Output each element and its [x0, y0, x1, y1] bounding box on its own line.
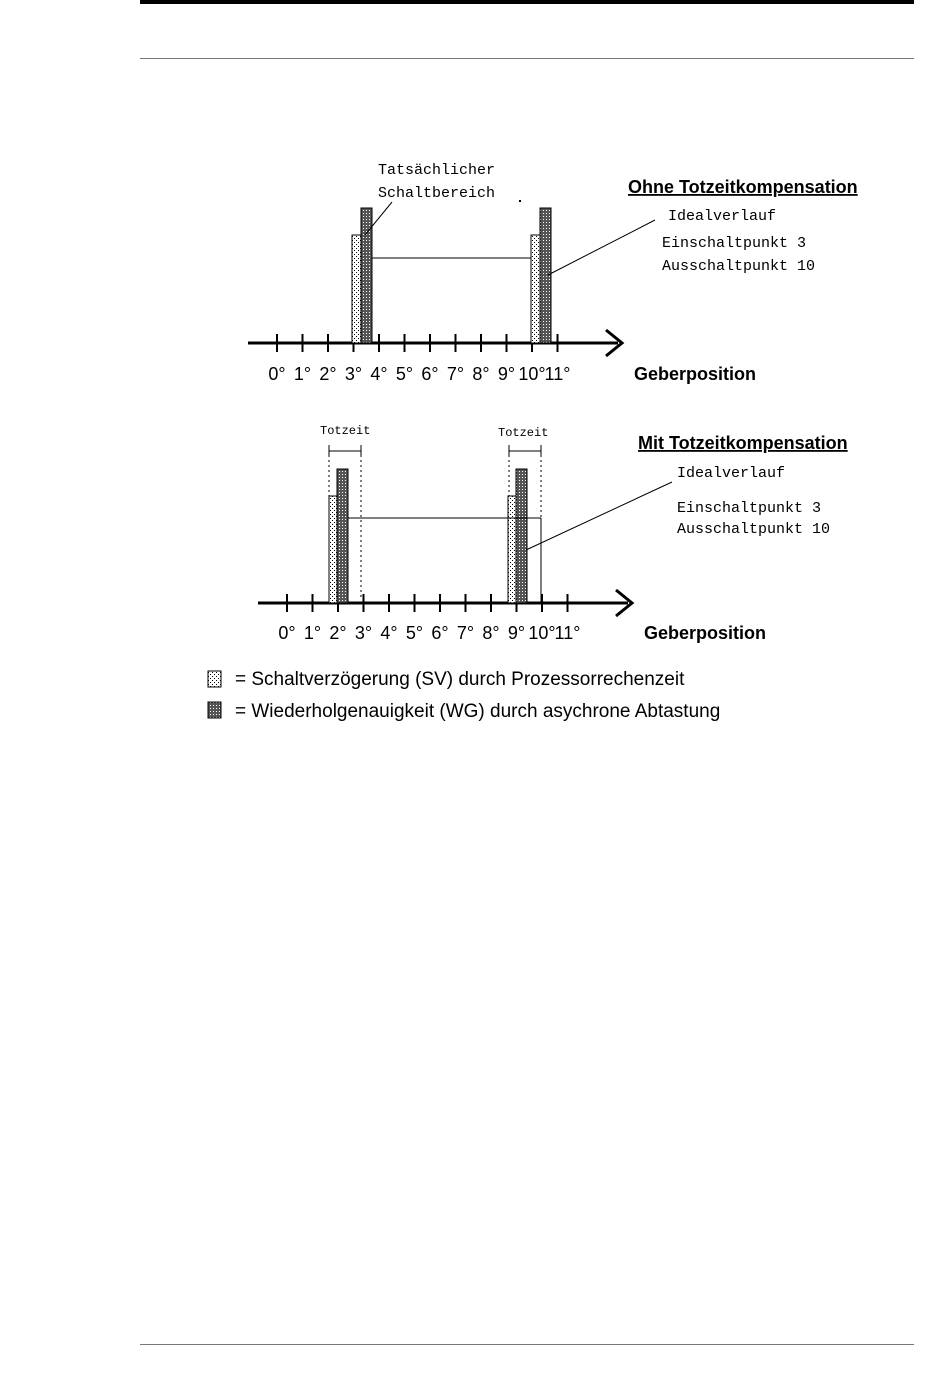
bottom-tick-label: 11°: [554, 623, 581, 643]
bottom-tick-label: 7°: [456, 623, 475, 643]
bottom-bar-wg-left: [337, 469, 348, 603]
top-tick-label: 5°: [395, 364, 414, 384]
top-tick-label: 11°: [544, 364, 571, 384]
legend-sv-text: = Schaltverzögerung (SV) durch Prozessorrechenzeit: [235, 669, 685, 690]
top-tick-label: 1°: [293, 364, 312, 384]
bottom-ausschalt: Ausschaltpunkt 10: [677, 521, 831, 538]
bottom-tick-label: 1°: [303, 623, 322, 643]
top-ideal-pointer: [548, 220, 655, 275]
top-marker-dot: [519, 200, 521, 202]
bottom-totzeit-right: Totzeit: [498, 426, 549, 440]
bottom-ideal-pointer: [526, 482, 672, 550]
bottom-tick-label: 4°: [380, 623, 398, 643]
top-tick-label: 3°: [344, 364, 363, 384]
bottom-tick-label: 2°: [329, 623, 347, 643]
legend-swatch-wg: [208, 702, 221, 718]
bottom-idealverlauf: Idealverlauf: [677, 465, 786, 482]
bottom-tick-label: 6°: [431, 623, 449, 643]
top-axis-label: Geberposition: [634, 364, 757, 384]
bottom-tick-label: 0°: [278, 623, 296, 643]
top-tick-label: 4°: [370, 364, 388, 384]
top-tick-label: 9°: [497, 364, 516, 384]
bottom-tick-label: 10°: [528, 623, 556, 643]
top-tick-labels: [268, 364, 570, 384]
top-annotation-line1: Tatsächlicher: [378, 162, 496, 179]
top-einschalt: Einschaltpunkt 3: [662, 235, 807, 252]
top-tick-label: 10°: [518, 364, 546, 384]
top-ausschalt: Ausschaltpunkt 10: [662, 258, 816, 275]
bottom-tick-labels: [278, 623, 580, 643]
top-tick-label: 6°: [421, 364, 439, 384]
top-idealverlauf: Idealverlauf: [668, 208, 777, 225]
bottom-tick-label: 5°: [405, 623, 424, 643]
top-annotation-line2: Schaltbereich: [378, 185, 496, 202]
bottom-diagram: [258, 424, 848, 643]
legend-wg-text: = Wiederholgenauigkeit (WG) durch asychrone Abtastung: [235, 701, 721, 722]
top-tick-label: 0°: [268, 364, 286, 384]
legend: [208, 669, 720, 722]
top-tick-label: 2°: [319, 364, 337, 384]
bottom-axis-label: Geberposition: [644, 623, 767, 643]
bottom-tick-label: 3°: [354, 623, 373, 643]
bottom-title: Mit Totzeitkompensation: [638, 433, 848, 453]
bottom-tick-label: 9°: [507, 623, 526, 643]
bottom-totzeit-left: Totzeit: [320, 424, 371, 438]
top-tick-label: 8°: [472, 364, 490, 384]
bottom-einschalt: Einschaltpunkt 3: [677, 500, 822, 517]
top-bar-wg-right: [540, 208, 551, 343]
top-title: Ohne Totzeitkompensation: [628, 177, 858, 197]
legend-swatch-sv: [208, 671, 221, 687]
top-diagram: [248, 162, 858, 384]
bottom-tick-label: 8°: [482, 623, 500, 643]
top-tick-label: 7°: [446, 364, 465, 384]
bottom-bar-wg-right: [516, 469, 527, 603]
